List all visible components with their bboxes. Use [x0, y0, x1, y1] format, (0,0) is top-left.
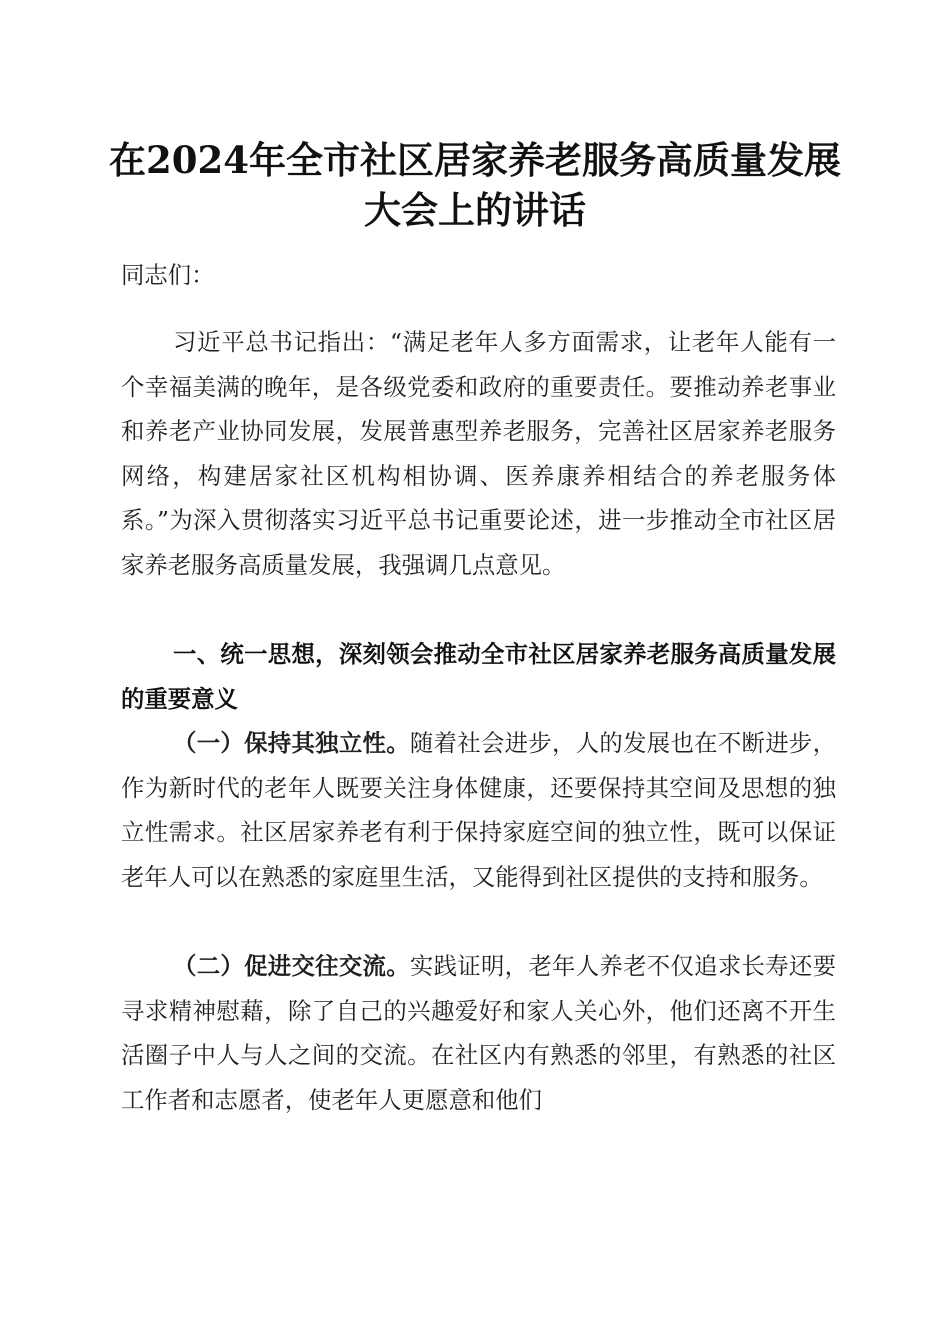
item-1-lead: （一）保持其独立性。 [173, 729, 410, 757]
title-line-2: 大会上的讲话 [364, 188, 586, 232]
item-2-lead: （二）促进交往交流。 [173, 952, 410, 980]
title-line-1: 在2024年全市社区居家养老服务高质量发展 [109, 138, 841, 182]
salutation: 同志们： [121, 261, 215, 289]
item-1-text: 随着社会进步，人的发展也在不断进步，作为新时代的老年人既要关注身体健康，还要保持其空间及思想的独立性需求。社区居家养老有利于保持家庭空间的独立性，既可以保证老年人可以在熟悉的家庭里生活，又能得到社区提供的支持和服务。 [121, 729, 837, 891]
item-1-paragraph [121, 721, 836, 899]
intro-paragraph: 习近平总书记指出：“满足老年人多方面需求，让老年人能有一个幸福美满的晚年，是各级党委和政府的重要责任。要推动养老事业和养老产业协同发展，发展普惠型养老服务，完善社区居家养老服务网络，构建居家社区机构相协调、医养康养相结合的养老服务体系。”为深入贯彻落实习近平总书记重要论述，进一步推动全市社区居家养老服务高质量发展，我强调几点意见。 [121, 328, 836, 579]
item-2-text: 实践证明，老年人养老不仅追求长寿还要寻求精神慰藉，除了自己的兴趣爱好和家人关心外，他们还离不开生活圈子中人与人之间的交流。在社区内有熟悉的邻里，有熟悉的社区工作者和志愿者，使老年人更愿意和他们 [121, 952, 837, 1114]
section-1-heading: 一、统一思想，深刻领会推动全市社区居家养老服务高质量发展的重要意义 [121, 640, 836, 713]
item-2-paragraph [121, 944, 836, 1122]
